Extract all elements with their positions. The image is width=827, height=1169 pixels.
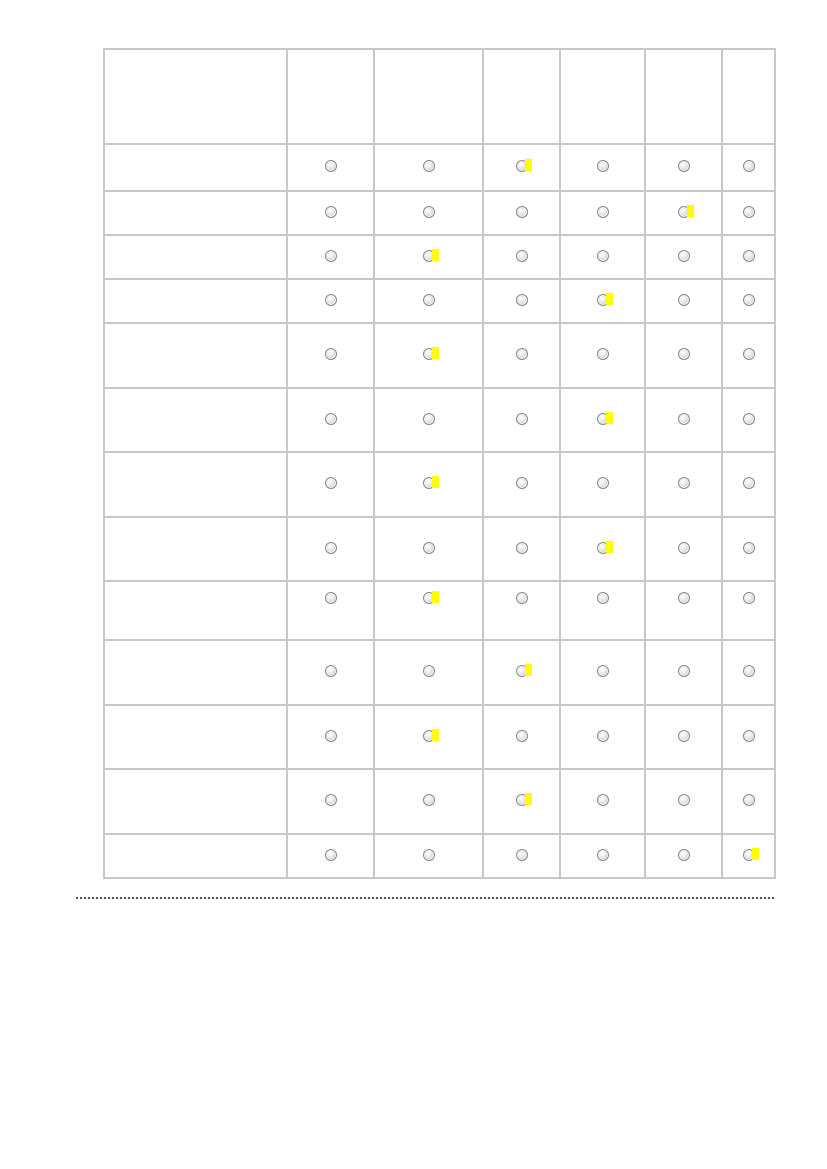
radio-button[interactable] (743, 730, 755, 742)
radio-wrapper (325, 294, 337, 306)
radio-cell (722, 235, 775, 279)
radio-cell (560, 834, 645, 878)
radio-wrapper (325, 730, 337, 742)
radio-button[interactable] (678, 348, 690, 360)
column-header (645, 49, 722, 144)
radio-button[interactable] (516, 294, 528, 306)
radio-button[interactable] (597, 206, 609, 218)
radio-button[interactable] (325, 794, 337, 806)
selection-marker (432, 249, 439, 261)
radio-cell (287, 769, 374, 834)
radio-wrapper (516, 250, 528, 262)
table-row (104, 517, 775, 581)
radio-wrapper (325, 477, 337, 489)
radio-button[interactable] (325, 250, 337, 262)
column-header (287, 49, 374, 144)
radio-button[interactable] (325, 413, 337, 425)
radio-wrapper (597, 206, 609, 218)
radio-cell (722, 705, 775, 769)
radio-wrapper (516, 794, 528, 806)
radio-cell (374, 144, 483, 191)
radio-cell (645, 323, 722, 388)
radio-wrapper (743, 294, 755, 306)
radio-cell (560, 452, 645, 517)
radio-button[interactable] (423, 160, 435, 172)
radio-button[interactable] (678, 849, 690, 861)
radio-button[interactable] (678, 542, 690, 554)
radio-cell (374, 279, 483, 323)
radio-cell (560, 279, 645, 323)
radio-wrapper (423, 794, 435, 806)
radio-button[interactable] (678, 794, 690, 806)
grid-body (104, 144, 775, 878)
radio-wrapper (678, 160, 690, 172)
row-label (104, 279, 287, 323)
radio-cell (287, 279, 374, 323)
radio-cell (722, 834, 775, 878)
radio-button[interactable] (678, 592, 690, 604)
radio-cell (287, 452, 374, 517)
radio-button[interactable] (423, 542, 435, 554)
column-header (374, 49, 483, 144)
radio-cell (560, 144, 645, 191)
radio-button[interactable] (423, 665, 435, 677)
radio-wrapper (743, 665, 755, 677)
radio-button[interactable] (516, 413, 528, 425)
radio-cell (645, 705, 722, 769)
radio-wrapper (423, 160, 435, 172)
radio-cell (645, 388, 722, 452)
radio-button[interactable] (743, 250, 755, 262)
selection-marker (525, 793, 532, 805)
table-row (104, 388, 775, 452)
radio-cell (560, 323, 645, 388)
radio-wrapper (516, 413, 528, 425)
radio-wrapper (423, 413, 435, 425)
radio-button[interactable] (597, 665, 609, 677)
radio-cell (374, 235, 483, 279)
radio-cell (483, 834, 560, 878)
radio-wrapper (516, 542, 528, 554)
row-label (104, 705, 287, 769)
radio-button[interactable] (678, 665, 690, 677)
selection-marker (432, 729, 439, 741)
radio-wrapper (678, 348, 690, 360)
radio-wrapper (423, 348, 435, 360)
radio-button[interactable] (516, 730, 528, 742)
radio-wrapper (516, 477, 528, 489)
column-header (560, 49, 645, 144)
radio-cell (645, 235, 722, 279)
radio-cell (560, 581, 645, 640)
radio-cell (645, 452, 722, 517)
radio-cell (722, 517, 775, 581)
radio-cell (645, 834, 722, 878)
selection-marker (606, 541, 613, 553)
radio-cell (287, 323, 374, 388)
radio-wrapper (597, 542, 609, 554)
radio-cell (722, 452, 775, 517)
radio-button[interactable] (743, 294, 755, 306)
radio-cell (483, 235, 560, 279)
selection-marker (525, 159, 532, 171)
radio-button[interactable] (743, 665, 755, 677)
radio-button[interactable] (325, 849, 337, 861)
radio-button[interactable] (597, 849, 609, 861)
row-label (104, 834, 287, 878)
radio-cell (374, 705, 483, 769)
radio-button[interactable] (516, 849, 528, 861)
radio-wrapper (423, 592, 435, 604)
selection-marker (525, 664, 532, 676)
radio-wrapper (325, 413, 337, 425)
radio-cell (483, 705, 560, 769)
radio-wrapper (516, 665, 528, 677)
radio-cell (374, 517, 483, 581)
radio-wrapper (423, 665, 435, 677)
radio-cell (374, 191, 483, 235)
radio-cell (645, 144, 722, 191)
radio-wrapper (325, 849, 337, 861)
radio-cell (645, 640, 722, 705)
radio-wrapper (325, 348, 337, 360)
radio-cell (287, 705, 374, 769)
table-row (104, 144, 775, 191)
selection-marker (432, 476, 439, 488)
radio-wrapper (423, 477, 435, 489)
radio-wrapper (743, 592, 755, 604)
row-label (104, 144, 287, 191)
radio-cell (722, 769, 775, 834)
radio-button[interactable] (423, 294, 435, 306)
radio-cell (287, 640, 374, 705)
radio-button[interactable] (597, 477, 609, 489)
radio-wrapper (325, 206, 337, 218)
table-row (104, 279, 775, 323)
radio-wrapper (325, 592, 337, 604)
radio-cell (722, 144, 775, 191)
radio-cell (483, 279, 560, 323)
radio-wrapper (743, 160, 755, 172)
table-row (104, 323, 775, 388)
row-label (104, 235, 287, 279)
dotted-divider (76, 897, 774, 899)
radio-button[interactable] (743, 592, 755, 604)
row-label (104, 581, 287, 640)
radio-wrapper (743, 206, 755, 218)
radio-wrapper (743, 250, 755, 262)
radio-cell (645, 581, 722, 640)
row-label (104, 769, 287, 834)
radio-wrapper (597, 477, 609, 489)
selection-marker (687, 205, 694, 217)
radio-button[interactable] (423, 413, 435, 425)
radio-button[interactable] (743, 413, 755, 425)
radio-wrapper (597, 794, 609, 806)
radio-button[interactable] (423, 794, 435, 806)
radio-wrapper (597, 849, 609, 861)
radio-cell (483, 388, 560, 452)
radio-wrapper (597, 730, 609, 742)
radio-wrapper (678, 665, 690, 677)
radio-wrapper (597, 348, 609, 360)
header-row (104, 49, 775, 144)
radio-wrapper (743, 477, 755, 489)
radio-wrapper (678, 294, 690, 306)
radio-wrapper (678, 730, 690, 742)
radio-cell (722, 323, 775, 388)
radio-wrapper (743, 542, 755, 554)
selection-marker (432, 591, 439, 603)
radio-button[interactable] (597, 250, 609, 262)
radio-wrapper (325, 160, 337, 172)
table-row (104, 191, 775, 235)
radio-wrapper (743, 849, 755, 861)
radio-button[interactable] (597, 160, 609, 172)
radio-cell (287, 144, 374, 191)
radio-cell (560, 705, 645, 769)
row-label (104, 323, 287, 388)
radio-wrapper (423, 542, 435, 554)
row-label (104, 640, 287, 705)
radio-cell (722, 640, 775, 705)
radio-wrapper (678, 413, 690, 425)
radio-wrapper (325, 665, 337, 677)
radio-wrapper (743, 348, 755, 360)
radio-cell (374, 834, 483, 878)
radio-cell (374, 640, 483, 705)
radio-cell (483, 323, 560, 388)
radio-wrapper (423, 206, 435, 218)
radio-cell (483, 581, 560, 640)
radio-wrapper (678, 794, 690, 806)
radio-button[interactable] (743, 348, 755, 360)
radio-cell (483, 517, 560, 581)
radio-cell (722, 191, 775, 235)
radio-wrapper (423, 294, 435, 306)
radio-button[interactable] (423, 206, 435, 218)
radio-cell (560, 640, 645, 705)
radio-button[interactable] (325, 206, 337, 218)
selection-marker (606, 412, 613, 424)
radio-wrapper (597, 250, 609, 262)
radio-cell (560, 191, 645, 235)
radio-button[interactable] (743, 477, 755, 489)
radio-button[interactable] (678, 294, 690, 306)
table-row (104, 834, 775, 878)
radio-wrapper (423, 849, 435, 861)
radio-cell (374, 581, 483, 640)
radio-wrapper (516, 294, 528, 306)
radio-wrapper (516, 348, 528, 360)
table-row (104, 235, 775, 279)
radio-cell (374, 769, 483, 834)
radio-button[interactable] (678, 413, 690, 425)
table-row (104, 705, 775, 769)
column-header (722, 49, 775, 144)
radio-cell (560, 769, 645, 834)
radio-button[interactable] (516, 477, 528, 489)
radio-cell (483, 144, 560, 191)
radio-button[interactable] (743, 160, 755, 172)
selection-marker (606, 293, 613, 305)
radio-button[interactable] (743, 794, 755, 806)
radio-wrapper (516, 160, 528, 172)
selection-marker (432, 347, 439, 359)
row-label (104, 388, 287, 452)
radio-button[interactable] (516, 542, 528, 554)
radio-button[interactable] (597, 794, 609, 806)
radio-cell (722, 388, 775, 452)
radio-wrapper (678, 542, 690, 554)
radio-wrapper (678, 477, 690, 489)
radio-button[interactable] (325, 160, 337, 172)
column-header (483, 49, 560, 144)
radio-button[interactable] (678, 477, 690, 489)
radio-button[interactable] (325, 542, 337, 554)
radio-wrapper (423, 250, 435, 262)
radio-cell (374, 323, 483, 388)
radio-wrapper (325, 542, 337, 554)
radio-button[interactable] (678, 730, 690, 742)
radio-wrapper (743, 730, 755, 742)
radio-button[interactable] (325, 477, 337, 489)
radio-cell (483, 191, 560, 235)
radio-wrapper (743, 413, 755, 425)
radio-wrapper (597, 294, 609, 306)
radio-button[interactable] (325, 592, 337, 604)
radio-button[interactable] (516, 206, 528, 218)
radio-button[interactable] (325, 730, 337, 742)
radio-wrapper (423, 730, 435, 742)
radio-wrapper (516, 849, 528, 861)
survey-grid (103, 48, 776, 879)
radio-cell (722, 279, 775, 323)
row-label (104, 191, 287, 235)
radio-cell (287, 517, 374, 581)
radio-button[interactable] (597, 592, 609, 604)
radio-wrapper (678, 849, 690, 861)
radio-cell (645, 191, 722, 235)
radio-wrapper (516, 206, 528, 218)
row-label (104, 517, 287, 581)
radio-wrapper (597, 592, 609, 604)
radio-cell (560, 235, 645, 279)
radio-wrapper (678, 206, 690, 218)
radio-cell (560, 517, 645, 581)
radio-wrapper (678, 250, 690, 262)
radio-button[interactable] (743, 542, 755, 554)
radio-button[interactable] (678, 160, 690, 172)
radio-cell (374, 388, 483, 452)
radio-wrapper (516, 730, 528, 742)
radio-button[interactable] (597, 348, 609, 360)
radio-wrapper (678, 592, 690, 604)
radio-cell (287, 834, 374, 878)
radio-wrapper (325, 250, 337, 262)
radio-cell (722, 581, 775, 640)
row-label (104, 452, 287, 517)
corner-cell (104, 49, 287, 144)
radio-wrapper (597, 413, 609, 425)
radio-cell (645, 517, 722, 581)
radio-button[interactable] (516, 348, 528, 360)
radio-wrapper (743, 794, 755, 806)
table-row (104, 452, 775, 517)
radio-button[interactable] (516, 250, 528, 262)
radio-cell (560, 388, 645, 452)
radio-button[interactable] (743, 206, 755, 218)
radio-wrapper (516, 592, 528, 604)
radio-button[interactable] (516, 592, 528, 604)
radio-button[interactable] (423, 849, 435, 861)
radio-cell (645, 769, 722, 834)
table-row (104, 581, 775, 640)
radio-cell (483, 769, 560, 834)
radio-cell (287, 235, 374, 279)
radio-wrapper (325, 794, 337, 806)
table-row (104, 640, 775, 705)
table-row (104, 769, 775, 834)
radio-cell (287, 191, 374, 235)
radio-wrapper (597, 665, 609, 677)
radio-wrapper (597, 160, 609, 172)
radio-cell (483, 452, 560, 517)
radio-button[interactable] (325, 294, 337, 306)
radio-button[interactable] (597, 730, 609, 742)
radio-button[interactable] (678, 250, 690, 262)
radio-cell (483, 640, 560, 705)
radio-cell (287, 388, 374, 452)
radio-cell (645, 279, 722, 323)
radio-button[interactable] (325, 665, 337, 677)
radio-button[interactable] (325, 348, 337, 360)
radio-cell (374, 452, 483, 517)
selection-marker (752, 848, 759, 860)
radio-cell (287, 581, 374, 640)
